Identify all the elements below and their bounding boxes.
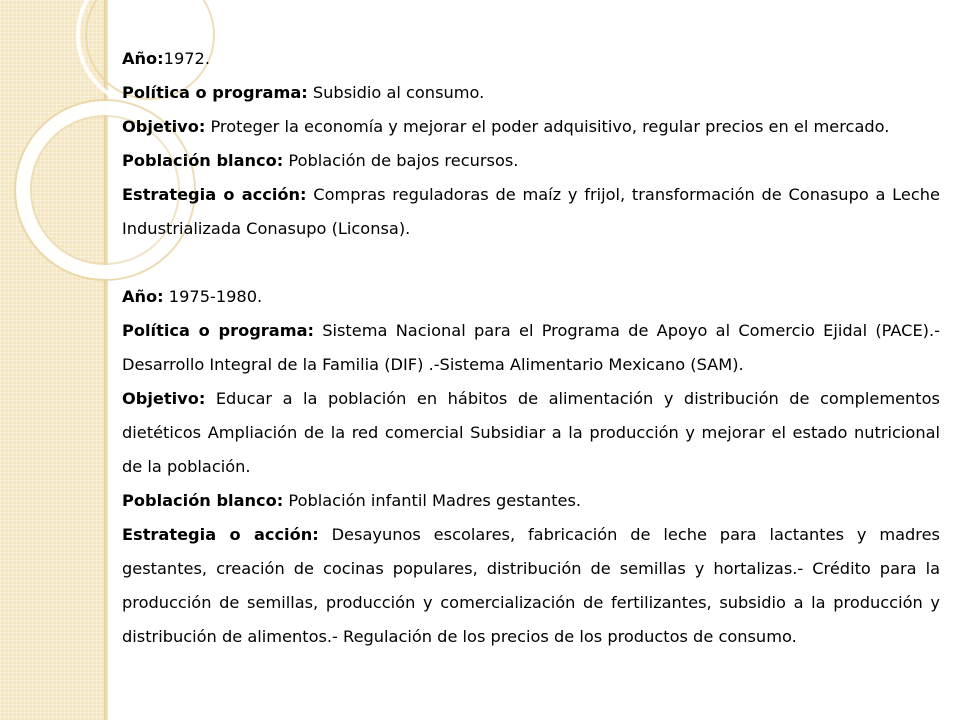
- policy-line-1: [122, 76, 940, 110]
- target-label: Población blanco:: [122, 491, 284, 510]
- year-label: Año:: [122, 287, 164, 306]
- policy-label: Política o programa:: [122, 83, 308, 102]
- policy-label: Política o programa:: [122, 321, 314, 340]
- objective-value: Proteger la economía y mejorar el poder adquisitivo, regular precios en el mercado.: [205, 117, 890, 136]
- year-value: 1972.: [163, 49, 210, 68]
- objective-label: Objetivo:: [122, 389, 206, 408]
- target-line-2: [122, 484, 940, 518]
- content-area: [122, 42, 940, 654]
- target-line-1: [122, 144, 940, 178]
- target-label: Población blanco:: [122, 151, 284, 170]
- objective-label: Objetivo:: [122, 117, 206, 136]
- year-label: Año:: [122, 49, 164, 68]
- policy-value: Sistema Nacional para el Programa de Apoyo al Comercio Ejidal (PACE).- Desarrollo Integral de la Familia (DIF) .-Sistema Alimentario Mexicano (SAM).: [122, 321, 940, 374]
- year-line-1: [122, 42, 940, 76]
- year-line-2: [122, 280, 940, 314]
- objective-value: Educar a la población en hábitos de alimentación y distribución de complementos dietéticos Ampliación de la red comercial Subsidiar a la producción y mejorar el estado nutricional de la población.: [122, 389, 940, 476]
- strategy-value: Compras reguladoras de maíz y frijol, transformación de Conasupo a Leche Industrializada Conasupo (Liconsa).: [122, 185, 940, 238]
- strategy-label: Estrategia o acción:: [122, 185, 307, 204]
- strategy-line-1: [122, 178, 940, 246]
- strategy-label: Estrategia o acción:: [122, 525, 319, 544]
- policy-value: Subsidio al consumo.: [307, 83, 485, 102]
- target-value: Población infantil Madres gestantes.: [283, 491, 582, 510]
- objective-line-2: [122, 382, 940, 484]
- target-value: Población de bajos recursos.: [283, 151, 519, 170]
- objective-line-1: [122, 110, 940, 144]
- policy-line-2: [122, 314, 940, 382]
- strategy-line-2: [122, 518, 940, 654]
- strategy-value: Desayunos escolares, fabricación de leche para lactantes y madres gestantes, creación de cocinas populares, distribución de semillas y hortalizas.- Crédito para la producción de semillas, producción y comercialización de fertilizantes, subsidio a la producción y distribución de alimentos.- Regulación de los precios de los productos de consumo.: [122, 525, 940, 646]
- block-spacer: [122, 246, 940, 280]
- year-value: 1975-1980.: [163, 287, 263, 306]
